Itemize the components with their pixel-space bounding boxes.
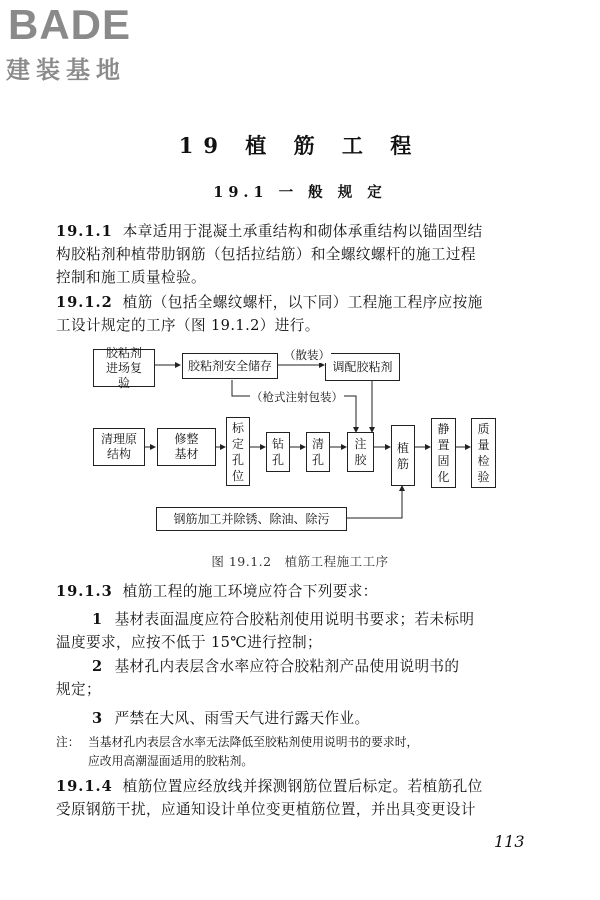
flow-box-cure: 静置固化	[431, 418, 456, 488]
item-number: 1	[92, 611, 103, 628]
figure-caption: 图 19.1.2 植筋工程施工工序	[211, 554, 389, 569]
flow-box-drill: 钻孔	[266, 432, 290, 472]
flow-box-trim-substrate: 修整基材	[157, 428, 216, 466]
note-label: 注：	[56, 735, 80, 749]
clause-text: 受原钢筋干扰，应通知设计单位变更植筋位置，并出具变更设计	[56, 801, 476, 818]
flow-box-mark-holes: 标定孔位	[226, 417, 250, 486]
clause-text: 本章适用于混凝土承重结构和砌体承重结构以锚固型结	[122, 223, 483, 240]
arrow-cartridge-path	[232, 380, 356, 432]
logo-wordmark: BADE	[8, 1, 132, 48]
clause-19-1-3	[56, 580, 546, 603]
item-text: 严禁在大风、雨雪天气进行露天作业。	[114, 710, 370, 727]
section-title: 19.1 一 般 规 定	[213, 184, 387, 201]
item-number: 2	[92, 658, 103, 675]
item-number: 3	[92, 710, 103, 727]
flow-box-quality-check: 质量检验	[471, 418, 496, 488]
flow-box-rebar-prep: 钢筋加工并除锈、除油、除污	[156, 507, 347, 531]
logo-tagline: 建装基地	[6, 56, 126, 84]
clause-text: 植筋位置应经放线并探测钢筋位置后标定。若植筋孔位	[122, 778, 483, 795]
requirement-item-2	[56, 655, 546, 701]
requirement-item-1	[56, 608, 546, 654]
flow-box-inject: 注胶	[347, 432, 374, 472]
clause-19-1-4	[56, 775, 546, 821]
clause-text: 工设计规定的工序（图 19.1.2）进行。	[56, 317, 320, 334]
page-number: 113	[494, 832, 525, 851]
flow-box-safe-storage: 胶粘剂安全储存	[182, 353, 278, 379]
flow-box-adhesive-inspection: 胶粘剂进场复验	[93, 349, 155, 387]
clause-number: 19.1.4	[56, 778, 113, 795]
flow-box-plant-rebar: 植筋	[391, 425, 415, 486]
clause-number: 19.1.1	[56, 223, 113, 240]
arrow-rebar-to-plant	[347, 486, 402, 518]
item-text: 温度要求，应按不低于 15℃进行控制；	[56, 634, 323, 651]
flow-box-clean-hole: 清孔	[306, 432, 330, 472]
note-text: 应改用高潮湿面适用的胶粘剂。	[88, 754, 254, 768]
clause-number: 19.1.2	[56, 294, 113, 311]
chapter-title: 19 植 筋 工 程	[178, 133, 422, 158]
requirement-item-3	[56, 707, 546, 730]
item-text: 基材孔内表层含水率应符合胶粘剂产品使用说明书的	[114, 658, 460, 675]
clause-text: 构胶粘剂种植带肋钢筋（包括拉结筋）和全螺纹螺杆的施工过程	[56, 246, 476, 263]
flow-box-clean-structure: 清理原结构	[93, 428, 145, 466]
label-cartridge: （枪式注射包装）	[251, 390, 343, 404]
label-bulk: （散装）	[284, 348, 330, 362]
clause-number: 19.1.3	[56, 583, 113, 600]
note	[56, 733, 548, 771]
item-text: 基材表面温度应符合胶粘剂使用说明书要求；若未标明	[114, 611, 475, 628]
clause-text: 控制和施工质量检验。	[56, 269, 206, 286]
item-text: 规定；	[56, 681, 101, 698]
note-text: 当基材孔内表层含水率无法降低至胶粘剂使用说明书的要求时，	[88, 735, 419, 749]
clause-text: 植筋工程的施工环境应符合下列要求：	[122, 583, 378, 600]
clause-text: 植筋（包括全螺纹螺杆，以下同）工程施工程序应按施	[122, 294, 483, 311]
flow-box-mix-adhesive: 调配胶粘剂	[325, 353, 400, 381]
